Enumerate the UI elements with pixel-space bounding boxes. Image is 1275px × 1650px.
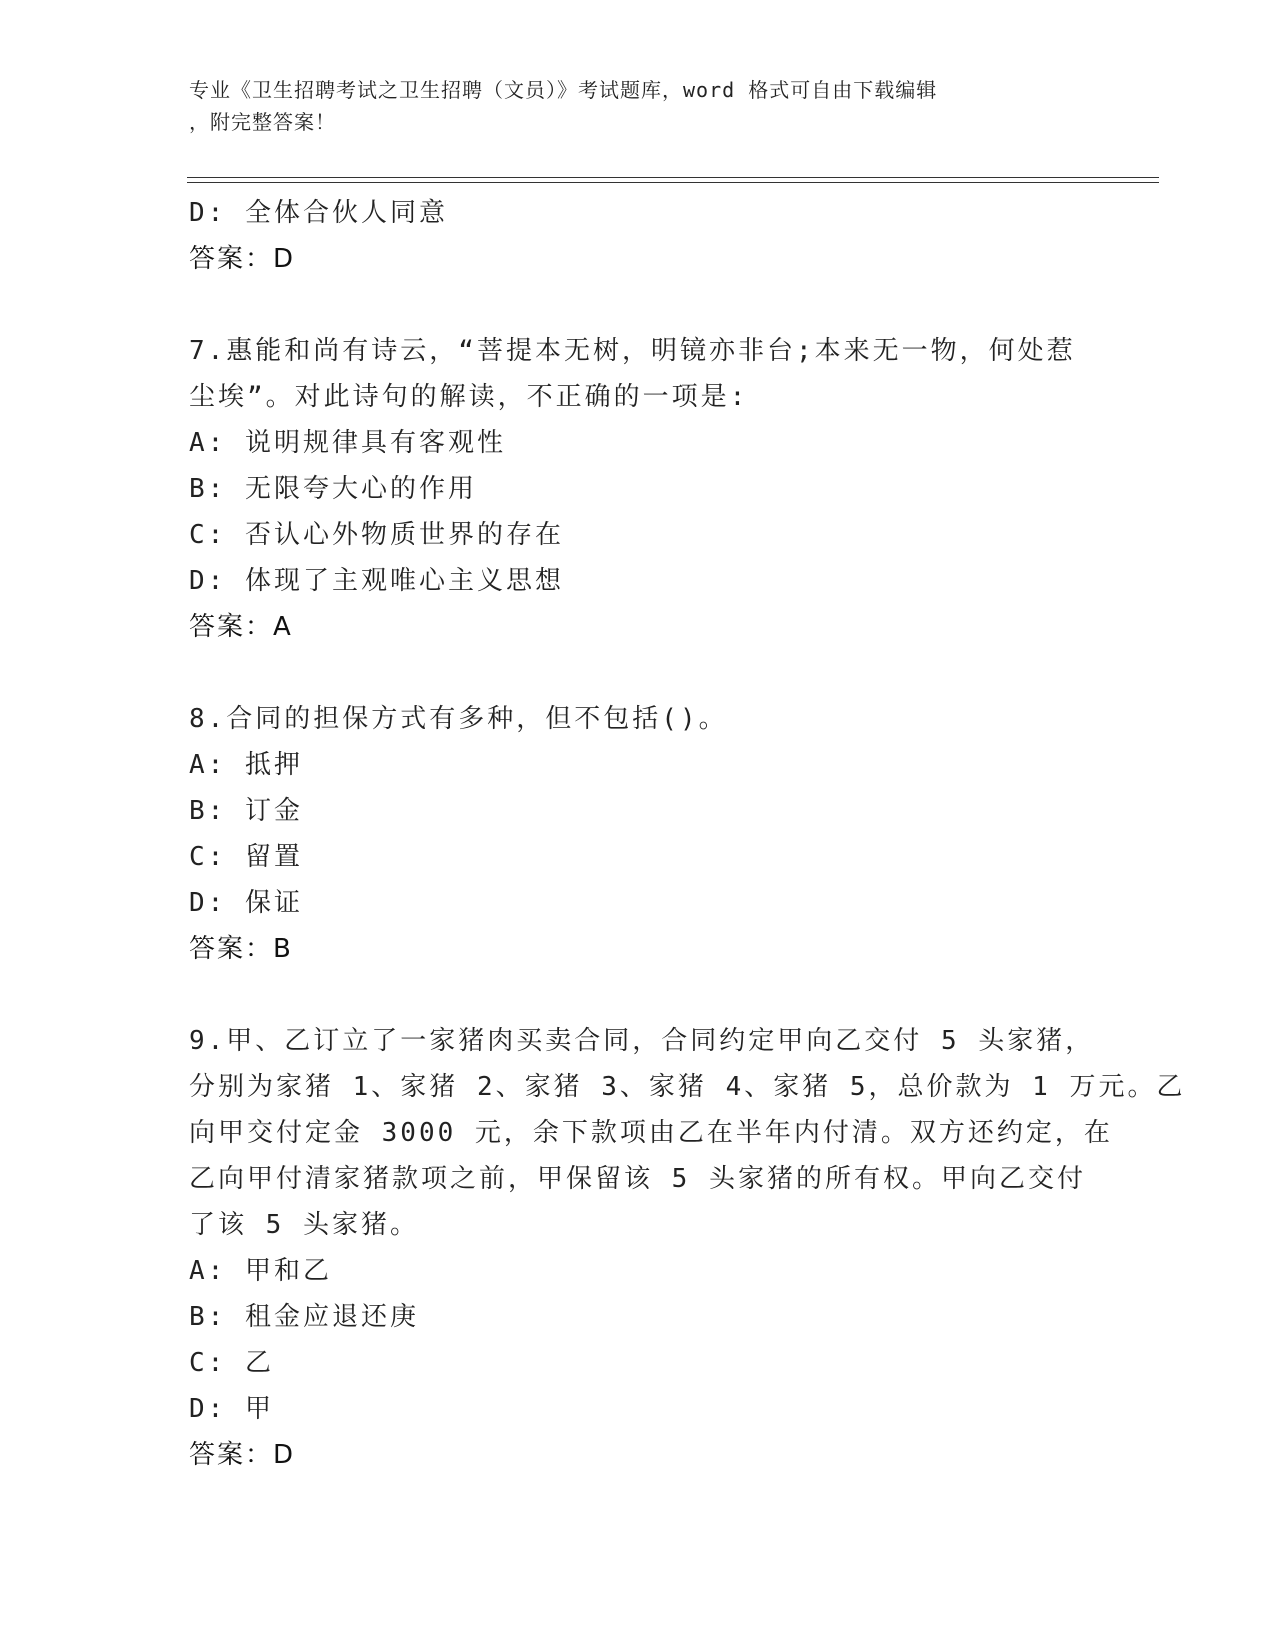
option-d: D: 全体合伙人同意 (189, 198, 448, 228)
header-divider-top (187, 177, 1159, 178)
option-a: A: 甲和乙 (189, 1256, 332, 1286)
option-b: B: 无限夸大心的作用 (189, 474, 477, 504)
answer: 答案：D (189, 1440, 296, 1470)
question-text-line: 9.甲、乙订立了一家猪肉买卖合同，合同约定甲向乙交付 5 头家猪， (189, 1026, 1095, 1056)
question-list (189, 190, 1186, 1478)
answer: 答案：A (189, 612, 293, 642)
question-text-line: 分别为家猪 1、家猪 2、家猪 3、家猪 4、家猪 5，总价款为 1 万元。乙 (189, 1072, 1186, 1102)
header-line-1: 专业《卫生招聘考试之卫生招聘（文员）》考试题库，word 格式可自由下载编辑 (189, 78, 938, 102)
answer: 答案：D (189, 244, 296, 274)
question-6-tail (189, 190, 1089, 282)
header-divider-bottom (187, 182, 1159, 183)
option-d: D: 保证 (189, 888, 303, 918)
answer: 答案：B (189, 934, 293, 964)
option-d: D: 甲 (189, 1394, 274, 1424)
question-7 (189, 328, 1089, 650)
option-b: B: 订金 (189, 796, 303, 826)
question-text-line: 8.合同的担保方式有多种，但不包括()。 (189, 704, 728, 734)
document-header (189, 74, 1069, 138)
option-c: C: 乙 (189, 1348, 274, 1378)
option-b: B: 租金应退还庚 (189, 1302, 419, 1332)
option-c: C: 否认心外物质世界的存在 (189, 520, 564, 550)
question-8 (189, 696, 1089, 972)
question-text-line: 尘埃”。对此诗句的解读，不正确的一项是: (189, 382, 749, 412)
header-line-2: ，附完整答案！ (189, 110, 336, 134)
question-text-line: 了该 5 头家猪。 (189, 1210, 419, 1240)
question-text-line: 7.惠能和尚有诗云，“菩提本无树，明镜亦非台;本来无一物，何处惹 (189, 336, 1076, 366)
option-c: C: 留置 (189, 842, 303, 872)
question-9 (189, 1018, 1186, 1478)
option-a: A: 说明规律具有客观性 (189, 428, 506, 458)
option-a: A: 抵押 (189, 750, 303, 780)
question-text-line: 向甲交付定金 3000 元，余下款项由乙在半年内付清。双方还约定，在 (189, 1118, 1113, 1148)
question-text-line: 乙向甲付清家猪款项之前，甲保留该 5 头家猪的所有权。甲向乙交付 (189, 1164, 1086, 1194)
option-d: D: 体现了主观唯心主义思想 (189, 566, 564, 596)
